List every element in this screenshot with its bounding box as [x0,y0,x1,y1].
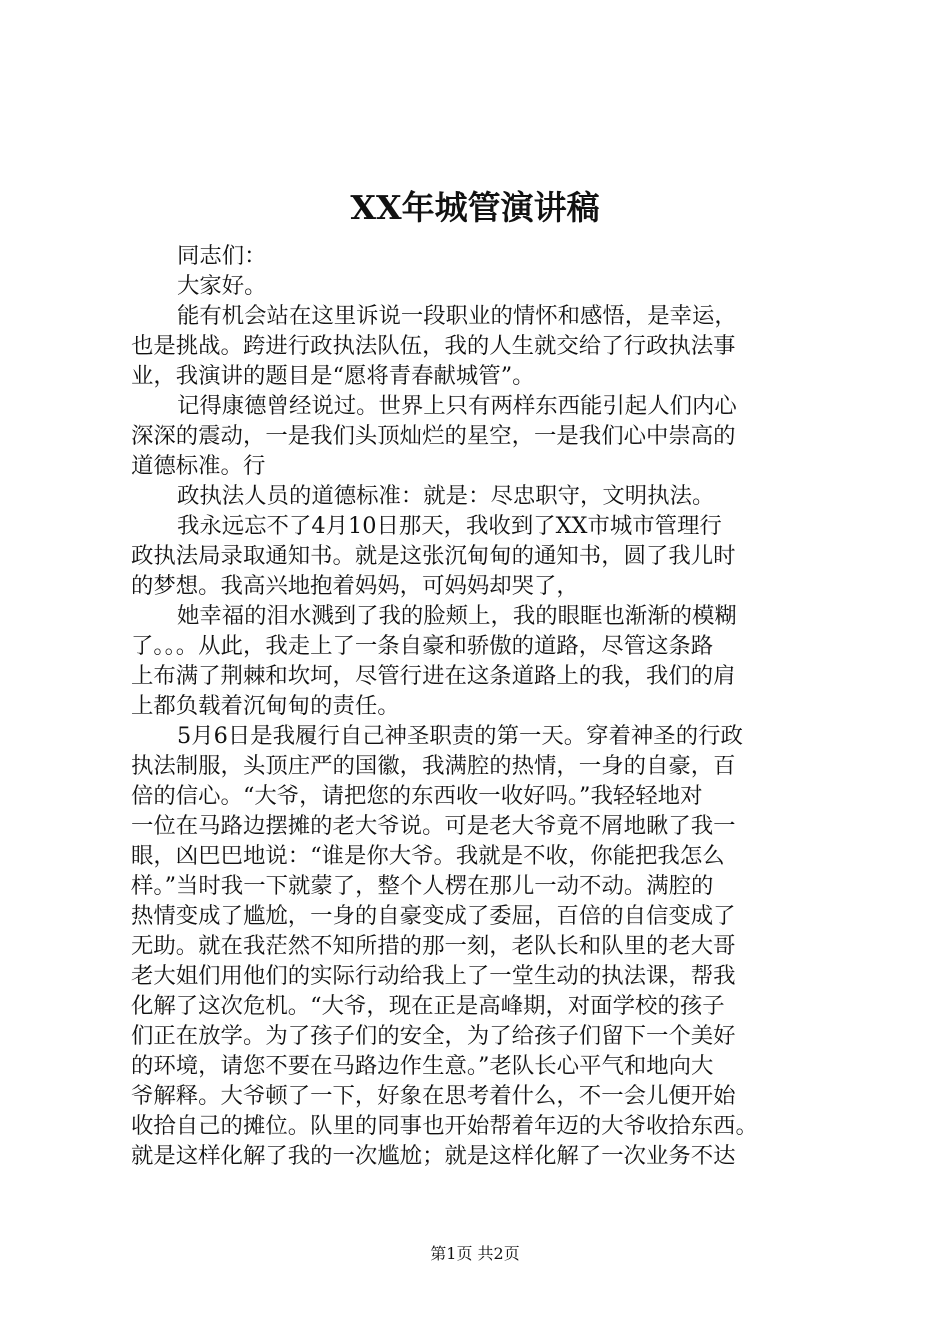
text-line: 了。。。从此，我走上了一条自豪和骄傲的道路，尽管这条路 [131,633,714,659]
text-line: 政执法人员的道德标准：就是：尽忠职守，文明执法。 [177,483,715,509]
text-line: 爷解释。大爷顿了一下，好象在思考着什么，不一会儿便开始 [131,1083,736,1109]
text-line: 无助。就在我茫然不知所措的那一刻，老队长和队里的老大哥 [131,933,736,959]
text-line: 同志们： [177,243,267,269]
text-line: 也是挑战。跨进行政执法队伍，我的人生就交给了行政执法事 [131,333,736,359]
text-line: 倍的信心。“大爷，请把您的东西收一收好吗。”我轻轻地对 [131,783,703,809]
text-line: 5月6日是我履行自己神圣职责的第一天。穿着神圣的行政 [177,723,743,749]
text-line: 深深的震动，一是我们头顶灿烂的星空，一是我们心中崇高的 [131,423,736,449]
text-line: 收拾自己的摊位。队里的同事也开始帮着年迈的大爷收拾东西。 [131,1113,758,1139]
text-line: 的环境，请您不要在马路边作生意。”老队长心平气和地向大 [131,1053,714,1079]
text-line: 道德标准。行 [131,453,266,479]
text-line: 记得康德曾经说过。世界上只有两样东西能引起人们内心 [177,393,737,419]
text-line: 样。”当时我一下就蒙了，整个人楞在那儿一动不动。满腔的 [131,873,714,899]
text-line: 业，我演讲的题目是“愿将青春献城管”。 [131,363,535,389]
text-line: 大家好。 [177,273,267,299]
text-line: 们正在放学。为了孩子们的安全，为了给孩子们留下一个美好 [131,1023,736,1049]
text-line: 能有机会站在这里诉说一段职业的情怀和感悟，是幸运， [177,303,737,329]
page-footer: 第1页 共2页 [430,1244,520,1263]
document-title: XX年城管演讲稿 [350,188,600,227]
text-line: 一位在马路边摆摊的老大爷说。可是老大爷竟不屑地瞅了我一 [131,813,736,839]
text-line: 我永远忘不了4月10日那天，我收到了XX市城市管理行 [177,513,722,539]
text-line: 执法制服，头顶庄严的国徽，我满腔的热情，一身的自豪，百 [131,753,736,779]
text-line: 她幸福的泪水溅到了我的脸颊上，我的眼眶也渐渐的模糊 [177,603,737,629]
text-line: 就是这样化解了我的一次尴尬；就是这样化解了一次业务不达 [131,1143,736,1169]
text-line: 上布满了荆棘和坎坷，尽管行进在这条道路上的我，我们的肩 [131,663,736,689]
text-line: 的梦想。我高兴地抱着妈妈，可妈妈却哭了， [131,573,579,599]
text-line: 政执法局录取通知书。就是这张沉甸甸的通知书，圆了我儿时 [131,543,736,569]
text-line: 化解了这次危机。“大爷，现在正是高峰期，对面学校的孩子 [131,993,725,1019]
text-line: 上都负载着沉甸甸的责任。 [131,693,400,719]
text-line: 热情变成了尴尬，一身的自豪变成了委屈，百倍的自信变成了 [131,903,736,929]
text-line: 眼，凶巴巴地说：“谁是你大爷。我就是不收，你能把我怎么 [131,843,725,869]
text-line: 老大姐们用他们的实际行动给我上了一堂生动的执法课，帮我 [131,963,736,989]
